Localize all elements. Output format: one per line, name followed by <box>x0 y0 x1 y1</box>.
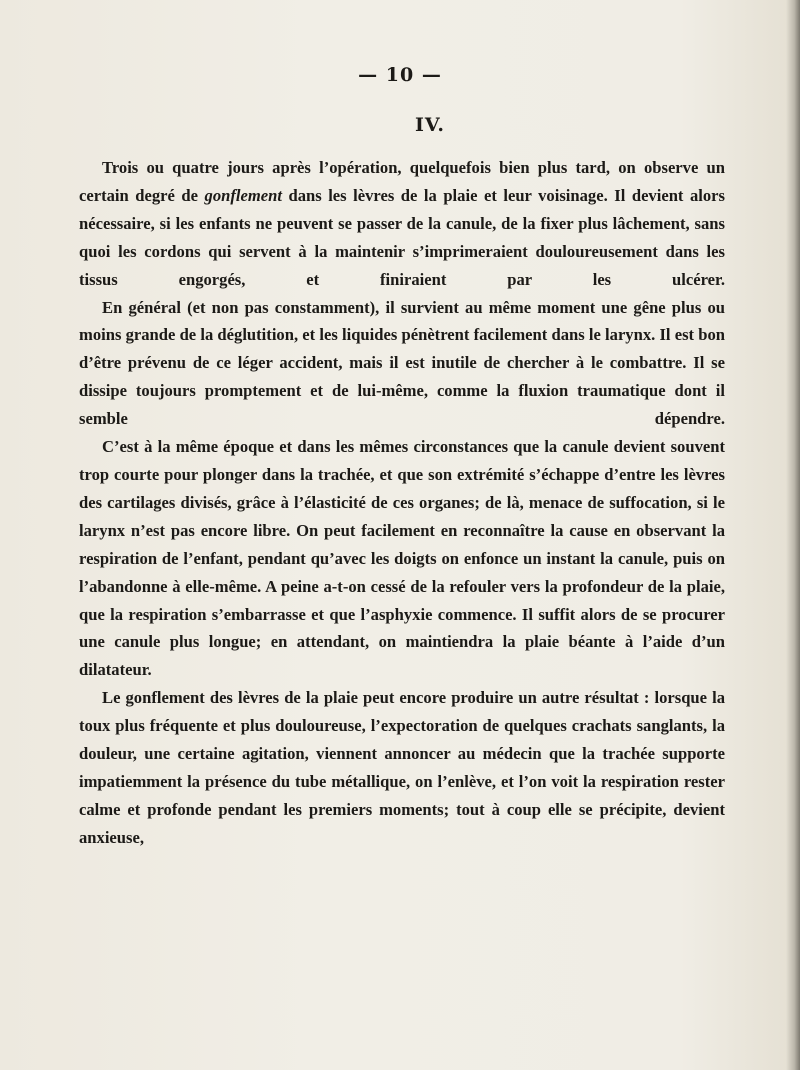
paragraph-1-end: dans les lèvres de la plaie et leur voisinage. Il devient alors nécessaire, si les enfants ne peuvent se passer de la canule, de la fixer plus lâchement, sans quoi les cordons qui servent à la maintenir s’imprimeraient douloureusement dans les tissus engorgés, et finiraient par les ulcérer. <box>79 185 725 289</box>
paragraph-4: Le gonflement des lèvres de la plaie peut encore produire un autre résultat : lorsque la toux plus fréquente et plus douloureuse, l’expectoration de quelques crachats sanglants, la douleur, une certaine agitation, viennent annoncer au médecin que la trachée supporte impatiemment la présence du tube métallique, on l’enlève, et l’on voit la respiration rester calme et profonde pendant les premiers moments; tout à coup elle se précipite, devient anxieuse, <box>79 688 725 847</box>
paragraph-3: C’est à la même époque et dans les mêmes circonstances que la canule devient souvent trop courte pour plonger dans la trachée, et que son extrémité s’échappe d’entre les lèvres des cartilages divisés, grâce à l’élasticité de ces organes; de là, menace de suffocation, si le larynx n’est pas encore libre. On peut facilement en reconnaître la cause en observant la respiration de l’enfant, pendant qu’avec les doigts on enfonce un instant la canule, puis on l’abandonne à elle-même. A peine a-t-on cessé de la refouler vers la profondeur de la plaie, que la respiration s’embarrasse et que l’asphyxie commence. Il suffit alors de se procurer une canule plus longue; en attendant, on maintiendra la plaie béante à l’aide d’un dilatateur. <box>79 437 725 680</box>
section-heading: IV. <box>415 114 445 136</box>
page-edge-shadow <box>786 0 800 1070</box>
paragraph-1-start: Trois ou quatre jours après l’opération, quelquefois bien plus tard, on observe un certain degré de <box>79 158 725 205</box>
body-text <box>79 154 725 852</box>
emphasized-term: gonflement <box>204 185 282 205</box>
paragraph-2: En général (et non pas constamment), il survient au même moment une gêne plus ou moins grande de la déglutition, et les liquides pénètrent facilement dans le larynx. Il est bon d’être prévenu de ce léger accident, mais il est inutile de chercher à le combattre. Il se dissipe toujours promptement et de lui-même, comme la fluxion traumatique dont il semble dépendre. <box>79 297 725 429</box>
page-number: — 10 — <box>358 64 442 86</box>
paragraph-1 <box>79 154 725 294</box>
